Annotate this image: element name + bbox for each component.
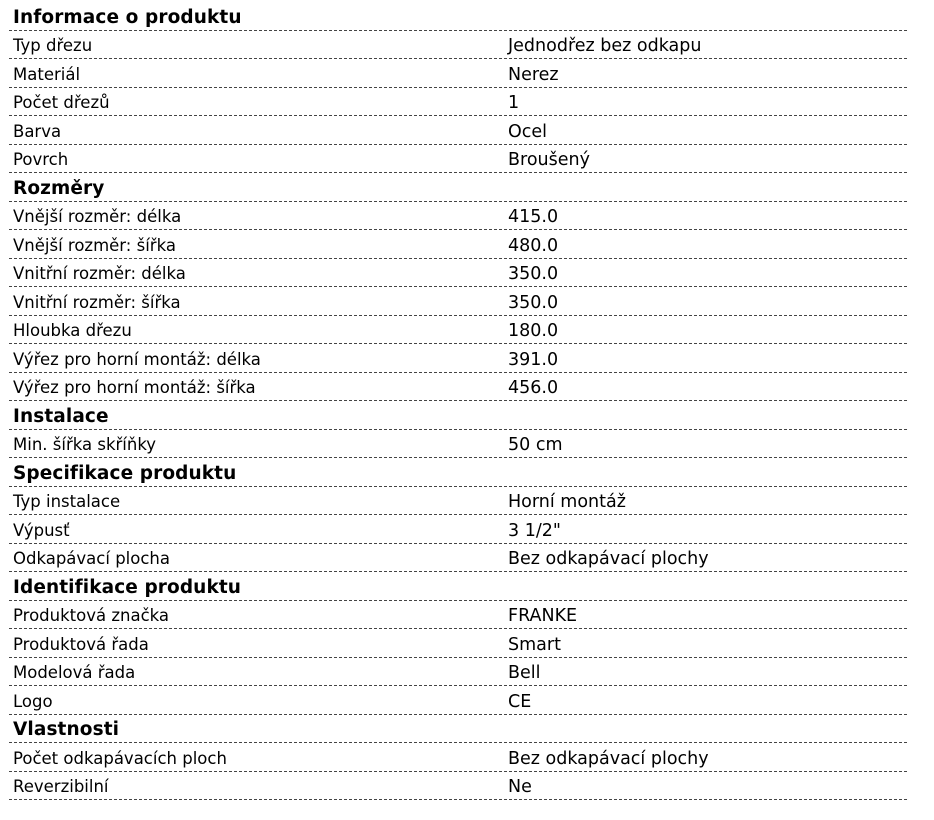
row-value: 180.0 [508, 321, 559, 341]
row-label: Výřez pro horní montáž: šířka [13, 378, 256, 397]
table-row [9, 686, 907, 715]
row-value: 3 1/2" [508, 520, 561, 541]
row-label: Vnější rozměr: šířka [13, 235, 176, 255]
table-row [9, 601, 907, 630]
row-label: Počet dřezů [13, 93, 110, 112]
table-row [9, 116, 907, 145]
table-row [9, 88, 907, 117]
row-label: Vnější rozměr: délka [13, 207, 182, 226]
table-row [9, 202, 907, 231]
row-value: 350.0 [508, 292, 559, 313]
section-title: Instalace [13, 405, 109, 427]
row-label: Materiál [13, 64, 81, 84]
section-title: Rozměry [13, 177, 105, 199]
section-header [9, 173, 907, 202]
table-row [9, 487, 907, 516]
product-spec-table [9, 2, 907, 800]
row-value: Jednodřez bez odkapu [508, 36, 702, 56]
section-title: Specifikace produktu [13, 462, 237, 484]
row-label: Vnitřní rozměr: šířka [13, 292, 181, 312]
section-header [9, 715, 907, 744]
row-value: Bez odkapávací plochy [508, 549, 709, 569]
section-header [9, 458, 907, 487]
row-value: 480.0 [508, 235, 559, 256]
table-row [9, 658, 907, 687]
table-row [9, 772, 907, 801]
row-value: Horní montáž [508, 492, 626, 512]
section-title: Identifikace produktu [13, 576, 242, 598]
table-row [9, 743, 907, 772]
table-row [9, 59, 907, 88]
row-value: Ocel [508, 121, 548, 142]
row-value: 350.0 [508, 264, 559, 284]
table-row [9, 259, 907, 288]
table-row [9, 515, 907, 544]
table-row [9, 230, 907, 259]
row-value: Bell [508, 663, 541, 683]
row-value: Bez odkapávací plochy [508, 748, 709, 769]
row-label: Reverzibilní [13, 777, 109, 796]
row-label: Hloubka dřezu [13, 321, 132, 340]
table-row [9, 31, 907, 60]
row-label: Produktová řada [13, 634, 149, 654]
row-value: FRANKE [508, 606, 578, 626]
section-title: Vlastnosti [13, 719, 120, 740]
row-label: Produktová značka [13, 606, 170, 625]
row-label: Modelová řada [13, 663, 136, 682]
row-label: Výřez pro horní montáž: délka [13, 349, 261, 369]
row-value: 1 [508, 93, 520, 113]
section-header [9, 401, 907, 430]
row-label: Povrch [13, 150, 69, 169]
table-row [9, 287, 907, 316]
row-value: 391.0 [508, 349, 559, 370]
row-label: Typ dřezu [13, 36, 93, 55]
row-value: 415.0 [508, 207, 559, 227]
table-row [9, 629, 907, 658]
row-label: Typ instalace [13, 492, 121, 511]
section-header [9, 572, 907, 601]
row-value: Ne [508, 777, 532, 797]
row-value: Nerez [508, 64, 559, 85]
row-label: Odkapávací plocha [13, 549, 170, 568]
section-header [9, 2, 907, 31]
table-row [9, 344, 907, 373]
row-label: Vnitřní rozměr: délka [13, 264, 186, 283]
row-value: CE [508, 691, 532, 712]
row-label: Barva [13, 121, 62, 141]
row-label: Počet odkapávacích ploch [13, 748, 227, 768]
table-row [9, 373, 907, 402]
table-row [9, 145, 907, 174]
row-value: Broušený [508, 150, 590, 170]
row-value: 456.0 [508, 378, 559, 398]
table-row [9, 316, 907, 345]
section-title: Informace o produktu [13, 6, 242, 28]
row-label: Výpusť [13, 520, 70, 540]
table-row [9, 544, 907, 573]
table-row [9, 430, 907, 459]
row-label: Min. šířka skříňky [13, 435, 157, 454]
row-label: Logo [13, 691, 53, 711]
row-value: Smart [508, 634, 561, 655]
row-value: 50 cm [508, 435, 563, 455]
